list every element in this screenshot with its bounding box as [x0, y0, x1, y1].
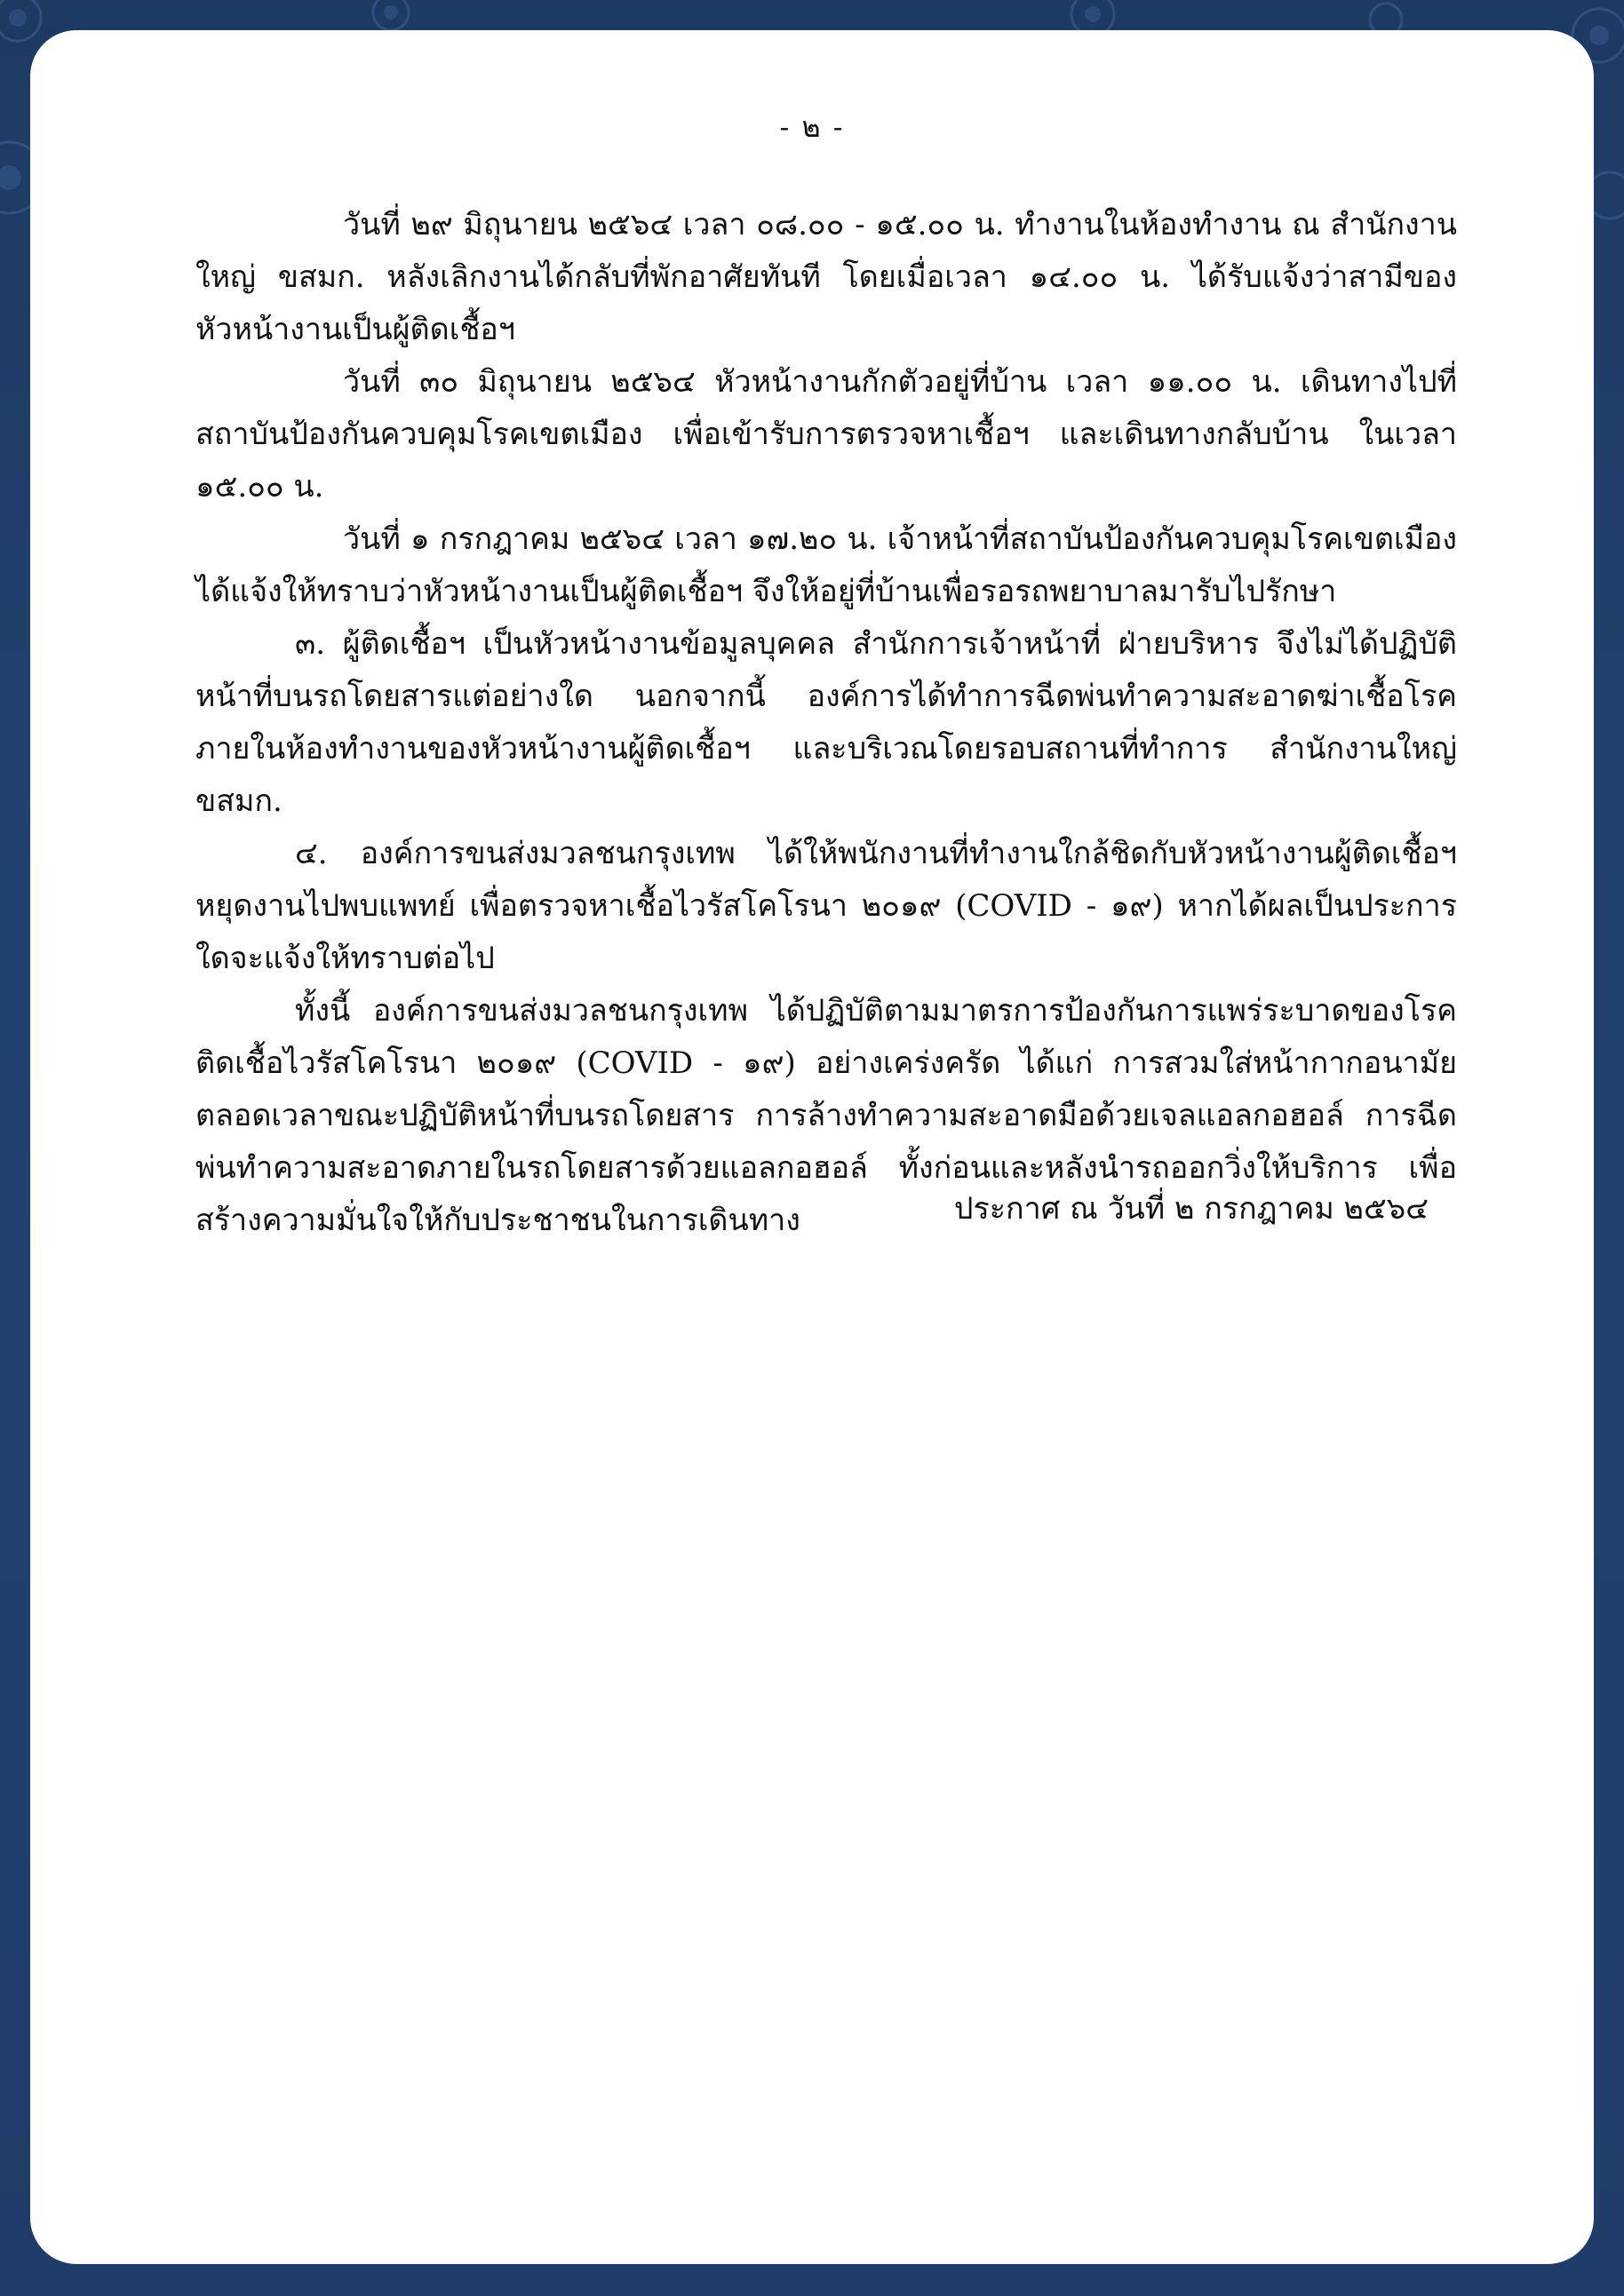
page-number: - ๒ - [779, 110, 845, 144]
paragraph-july-1: วันที่ ๑ กรกฎาคม ๒๕๖๔ เวลา ๑๗.๒๐ น. เจ้าหน้าที่สถาบันป้องกันควบคุมโรคเขตเมืองได้แจ้งให้ทราบว่าหัวหน้างานเป็นผู้ติดเชื้อฯ จึงให้อยู่ที่บ้านเพื่อรอรถพยาบาลมารับไปรักษา [195, 521, 1457, 609]
paragraph-item-4: ๔. องค์การขนส่งมวลชนกรุงเทพ ได้ให้พนักงานที่ทำงานใกล้ชิดกับหัวหน้างานผู้ติดเชื้อฯ หยุดงานไปพบแพทย์ เพื่อตรวจหาเชื้อไวรัสโคโรนา ๒๐๑๙ (COVID - ๑๙) หากได้ผลเป็นประการใดจะแจ้งให้ทราบต่อไป [195, 836, 1457, 976]
announcement-date: ประกาศ ณ วันที่ ๒ กรกฎาคม ๒๕๖๔ [953, 1191, 1429, 1227]
paragraph-item-3: ๓. ผู้ติดเชื้อฯ เป็นหัวหน้างานข้อมูลบุคคล สำนักการเจ้าหน้าที่ ฝ่ายบริหาร จึงไม่ได้ปฏิบัติหน้าที่บนรถโดยสารแต่อย่างใด นอกจากนี้ องค์การได้ทำการฉีดพ่นทำความสะอาดฆ่าเชื้อโรคภายในห้องทำงานของหัวหน้างานผู้ติดเชื้อฯ และบริเวณโดยรอบสถานที่ทำการ สำนักงานใหญ่ ขสมก. [195, 626, 1457, 819]
document-body [195, 199, 1457, 1247]
paragraph-june-29: วันที่ ๒๙ มิถุนายน ๒๕๖๔ เวลา ๐๘.๐๐ - ๑๕.๐๐ น. ทำงานในห้องทำงาน ณ สำนักงานใหญ่ ขสมก. หลังเลิกงานได้กลับที่พักอาศัยทันที โดยเมื่อเวลา ๑๔.๐๐ น. ได้รับแจ้งว่าสามีของหัวหน้างานเป็นผู้ติดเชื้อฯ [195, 207, 1457, 347]
paragraph-measures: ทั้งนี้ องค์การขนส่งมวลชนกรุงเทพ ได้ปฏิบัติตามมาตรการป้องกันการแพร่ระบาดของโรคติดเชื้อไวรัสโคโรนา ๒๐๑๙ (COVID - ๑๙) อย่างเคร่งครัด ได้แก่ การสวมใส่หน้ากากอนามัยตลอดเวลาขณะปฏิบัติหน้าที่บนรถโดยสาร การล้างทำความสะอาดมือด้วยเจลแอลกอฮอล์ การฉีดพ่นทำความสะอาดภายในรถโดยสารด้วยแอลกอฮอล์ ทั้งก่อนและหลังนำรถออกวิ่งให้บริการ เพื่อสร้างความมั่นใจให้กับประชาชนในการเดินทาง [195, 993, 1457, 1238]
document-page [30, 30, 1594, 2264]
paragraph-june-30: วันที่ ๓๐ มิถุนายน ๒๕๖๔ หัวหน้างานกักตัวอยู่ที่บ้าน เวลา ๑๑.๐๐ น. เดินทางไปที่ สถาบันป้องกันควบคุมโรคเขตเมือง เพื่อเข้ารับการตรวจหาเชื้อฯ และเดินทางกลับบ้าน ในเวลา ๑๕.๐๐ น. [195, 364, 1457, 504]
